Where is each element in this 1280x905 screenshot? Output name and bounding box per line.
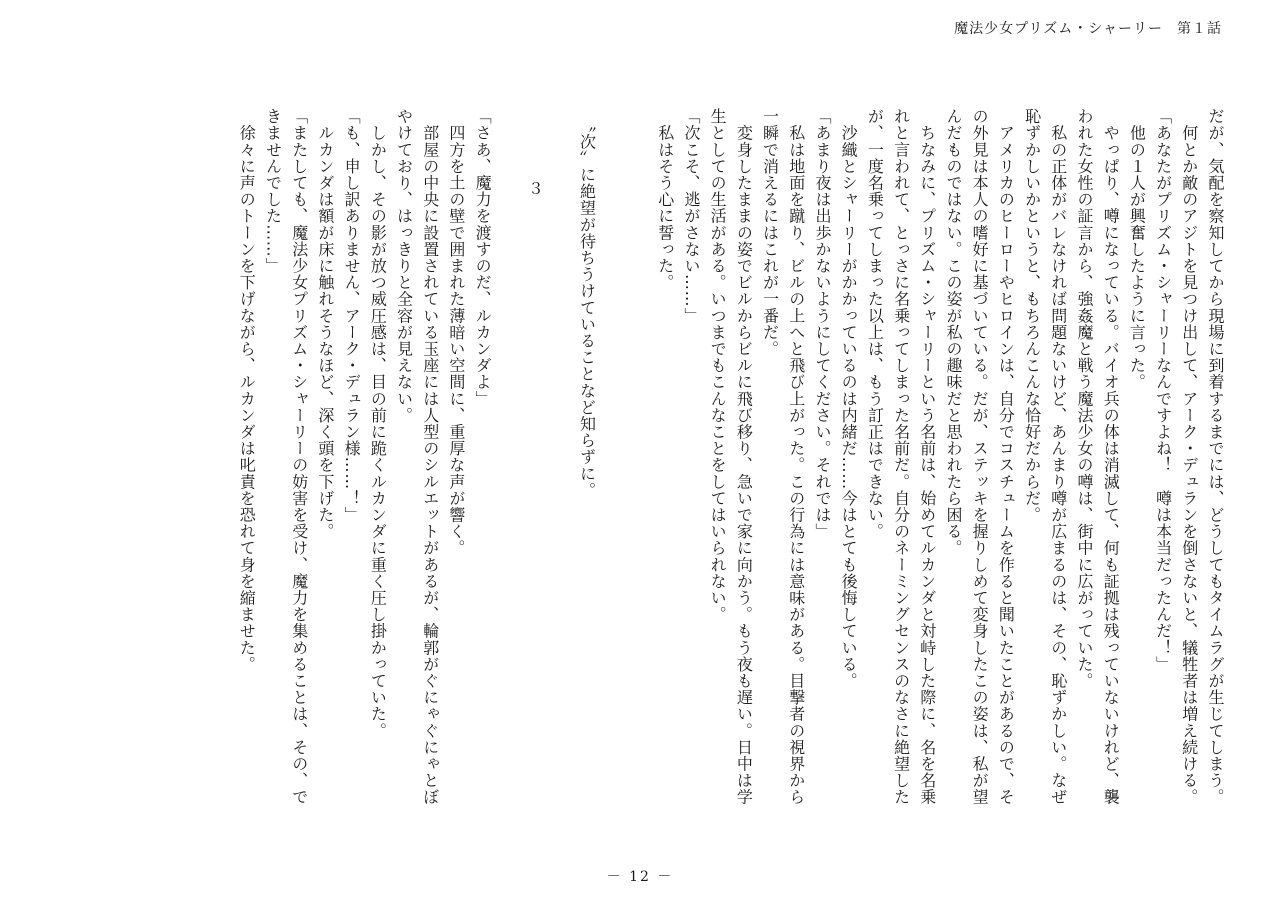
text-line: だが、気配を察知してから現場に到着するまでには、どうしてもタイムラグが生じてしまう。 <box>1206 108 1225 806</box>
text-line: 何とか敵のアジトを見つけ出して、アーク・デュランを倒さないと、犠牲者は増え続ける。 <box>1179 108 1199 806</box>
text-line: アメリカのヒーローやヒロインは、自分でコスチュームを作ると聞いたことがあるので、その外見は本人の嗜好に基づいている。だが、ステッキを握りしめて変身したこの姿は、私が望んだものではない。この姿が私の趣味だと思われたら困る。 <box>943 108 1016 806</box>
blank-line <box>600 108 626 808</box>
text-line: 「またしても、魔法少女プリズム・シャーリーの妨害を受け、魔力を集めることは、その、できませんでした……」 <box>263 108 309 806</box>
text-line: 四方を土の壁で囲まれた薄暗い空間に、重厚な声が響く。 <box>446 108 466 557</box>
blank-line <box>495 108 521 808</box>
text-line: 私は地面を蹴り、ビルの上へと飛び上がった。この行為には意味がある。目撃者の視界から一瞬で消えるにはこれが一番だ。 <box>760 108 806 806</box>
blank-line <box>547 108 573 808</box>
text-line: 〝次〟に絶望が待ちうけていることなど知らずに。 <box>577 108 597 499</box>
text-line: やっぱり、噂になっている。バイオ兵の体は消滅して、何も証拠は残っていないけれど、襲われた女性の証言から、強姦魔と戦う魔法少女の噂は、街中に広がっていた。 <box>1074 108 1121 806</box>
running-header <box>954 18 1222 38</box>
text-line: しかし、その影が放つ威圧感は、目の前に跪くルカンダに重く圧し掛かっていた。 <box>368 108 388 739</box>
text-line: 私の正体がバレなければ問題ないけど、あんまり噂が広まるのは、その、恥ずかしい。なぜ恥ずかしいかというと、もちろんこんな恰好だからだ。 <box>1022 108 1068 806</box>
text-line: 他の１人が興奮したように言った。 <box>1127 108 1147 391</box>
book-title: 魔法少女プリズム・シャーリー <box>954 21 1163 37</box>
blank-line <box>626 108 652 808</box>
text-line: 「も、申し訳ありません、アーク・デュラン様……！」 <box>342 108 362 523</box>
text-line: ルカンダは額が床に触れそうなほど、深く頭を下げた。 <box>315 108 335 540</box>
text-line: 徐々に声のトーンを下げながら、ルカンダは叱責を恐れて身を縮ませた。 <box>237 108 257 673</box>
vertical-text-body <box>48 108 1228 808</box>
text-line: 「さあ、魔力を渡すのだ、ルカンダよ」 <box>473 108 493 407</box>
text-line: ちなみに、プリズム・シャーリーという名前は、始めてルカンダと対峙した際に、名を名乗れと言われて、とっさに名乗ってしまった名前だ。自分のネーミングセンスのなさに絶望したが、一度名乗ってしまった以上は、もう訂正はできない。 <box>865 108 937 806</box>
text-line: 沙織とシャーリーがかかっているのは内緒だ……今はとても後悔している。 <box>839 108 859 689</box>
text-line: 私はそう心に誓った。 <box>655 108 675 291</box>
chapter-label: 第１話 <box>1177 21 1222 37</box>
text-line: 「あなたがプリズム・シャーリーなんですよね！ 噂は本当だったんだ！」 <box>1153 108 1173 673</box>
section-heading: ３ <box>525 180 545 197</box>
text-line: 部屋の中央に設置されている玉座には人型のシルエットがあるが、輪郭がぐにゃぐにゃとぼやけており、はっきりと全容が見えない。 <box>394 108 440 806</box>
text-line: 変身したままの姿でビルからビルに飛び移り、急いで家に向かう。もう夜も遅い。日中は学生としての生活がある。いつまでもこんなことをしてはいられない。 <box>708 108 754 806</box>
text-line: 「あまり夜は出歩かないようにしてください。それでは」 <box>812 108 832 540</box>
text-line: 「次こそ、逃がさない……」 <box>681 108 701 324</box>
page-number: － 12 － <box>606 869 674 885</box>
